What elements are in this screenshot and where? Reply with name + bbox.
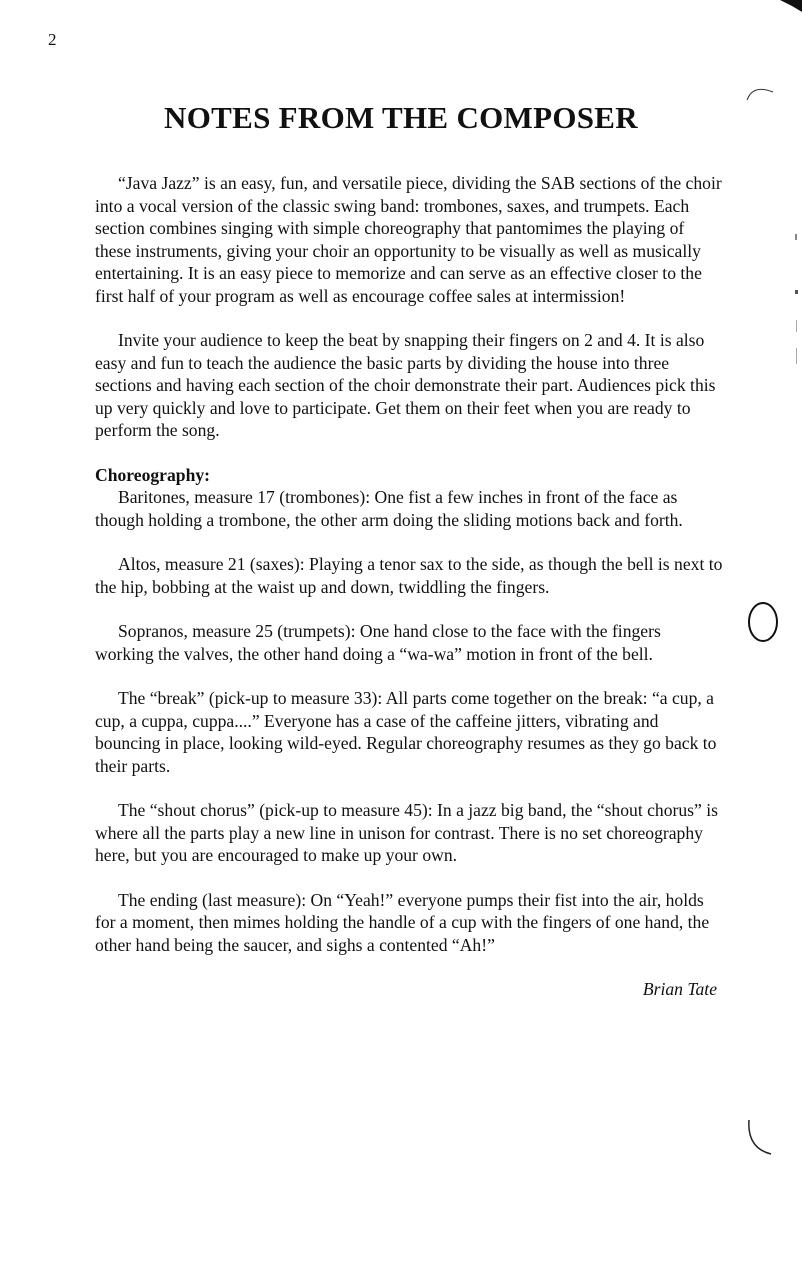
binding-arc-top-icon bbox=[745, 82, 775, 102]
sopranos-paragraph: Sopranos, measure 25 (trumpets): One hand close to the face with the fingers working the valves, the other hand doing a “wa-wa” motion in front of the bell. bbox=[95, 621, 661, 664]
corner-scan-mark bbox=[780, 0, 802, 14]
intro-paragraph-2: Invite your audience to keep the beat by snapping their fingers on 2 and 4. It is also easy and fun to teach the audience the basic parts by dividing the house into three sections and having each section of the choir demonstrate their part. Audiences pick this up very quickly and love to participate. Get them on their feet when you are ready to perform the song. bbox=[95, 330, 716, 440]
altos-paragraph: Altos, measure 21 (saxes): Playing a tenor sax to the side, as though the bell is next to the hip, bobbing at the waist up and down, twiddling the fingers. bbox=[95, 554, 723, 597]
page-number: 2 bbox=[48, 30, 57, 49]
baritones-paragraph: Baritones, measure 17 (trombones): One fist a few inches in front of the face as though holding a trombone, the other arm doing the sliding motions back and forth. bbox=[95, 487, 683, 530]
intro-paragraph-1: “Java Jazz” is an easy, fun, and versatile piece, dividing the SAB sections of the choir into a vocal version of the classic swing band: trombones, saxes, and trumpets. Each section combines singing with simple choreography that pantomimes the playing of these instruments, giving your choir an opportunity to be visually as well as musically entertaining. It is an easy piece to memorize and can serve as an effective closer to the first half of your program as well as encourage coffee sales at intermission! bbox=[95, 173, 722, 306]
author-signature: Brian Tate bbox=[642, 979, 717, 999]
binding-arc-bottom-icon bbox=[745, 1118, 775, 1158]
notes-body bbox=[95, 172, 723, 1001]
choreography-heading: Choreography: bbox=[95, 464, 211, 485]
edge-speck-icon bbox=[792, 230, 800, 370]
ending-paragraph: The ending (last measure): On “Yeah!” everyone pumps their fist into the air, holds for a moment, then mimes holding the handle of a cup with the fingers of one hand, the other hand being the saucer, and sighs a contented “Ah!” bbox=[95, 889, 710, 955]
page-title: NOTES FROM THE COMPOSER bbox=[164, 100, 638, 135]
break-paragraph: The “break” (pick-up to measure 33): All parts come together on the break: “a cup, a cup, a cuppa, cuppa....” Everyone has a case of the caffeine jitters, vibrating and bouncing in place, looking wild-eyed. Regular choreography resumes as they go back to their parts. bbox=[95, 688, 717, 776]
shout-chorus-paragraph: The “shout chorus” (pick-up to measure 45): In a jazz big band, the “shout chorus” is where all the parts play a new line in unison for contrast. There is no set choreography here, but you are encouraged to make up your own. bbox=[95, 800, 718, 865]
binding-hole-icon bbox=[745, 600, 781, 644]
